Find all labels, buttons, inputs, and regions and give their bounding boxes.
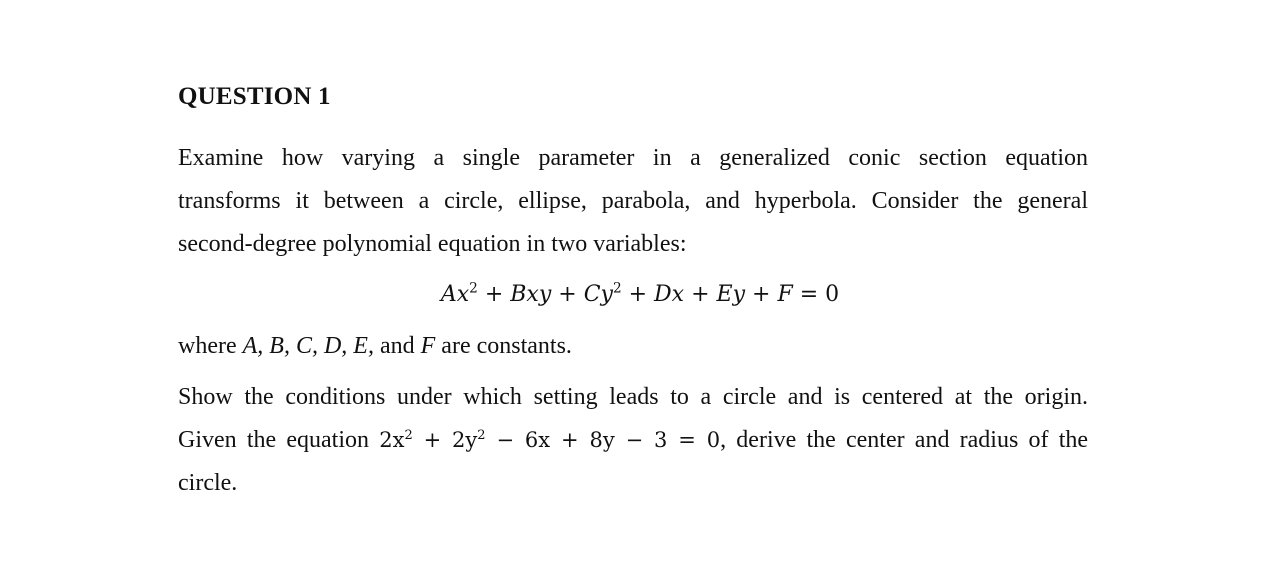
plus-4: +: [684, 282, 717, 307]
general-conic-equation: [0, 275, 1280, 315]
plus-3: +: [621, 282, 655, 307]
task-paragraph: [178, 376, 1088, 505]
intro-line-2: transforms it between a circle, ellipse, parabola, and hyperbola. Consider the general: [178, 188, 1088, 214]
task-line-2-pre: Given the equation: [178, 427, 380, 453]
exp-1: 2: [469, 280, 478, 297]
constants-tail: are constants.: [435, 333, 572, 359]
task-line-2-post: , derive the center and radius of the: [720, 427, 1089, 453]
task-line-3: circle.: [178, 470, 238, 496]
intro-paragraph: [178, 137, 1088, 266]
eq-term-b-exp: 2: [477, 427, 486, 443]
term-f: F: [777, 282, 793, 307]
where-text: where: [178, 333, 243, 359]
term-cy: Cy: [583, 282, 613, 307]
task-line-2: [178, 419, 1088, 462]
constants-paragraph: [178, 325, 1088, 368]
eq-term-b: + 2y: [412, 428, 478, 452]
specific-equation: [379, 428, 720, 452]
term-bxy: Bxy: [510, 282, 552, 307]
intro-line-1: Examine how varying a single parameter in a generalized conic section equation: [178, 145, 1088, 171]
plus-1: +: [477, 282, 511, 307]
term-ax: Ax: [440, 282, 470, 307]
eq-term-a: 2x: [379, 428, 405, 452]
term-dx: Dx: [654, 282, 685, 307]
term-ey: Ey: [716, 282, 746, 307]
equals-zero: = 0: [792, 282, 840, 307]
eq-term-a-exp: 2: [404, 427, 413, 443]
question-heading: QUESTION 1: [178, 83, 331, 110]
eq-rest: − 6x + 8y − 3 = 0: [485, 428, 721, 452]
and-text: and: [373, 333, 421, 359]
task-line-1: Show the conditions under which setting leads to a circle and is centered at the origin.: [178, 384, 1088, 410]
plus-2: +: [551, 282, 584, 307]
plus-5: +: [745, 282, 778, 307]
constant-f: F: [420, 333, 436, 359]
constant-vars: A, B, C, D, E,: [242, 333, 374, 359]
intro-line-3: second-degree polynomial equation in two variables:: [178, 231, 687, 257]
exp-2: 2: [612, 280, 622, 297]
